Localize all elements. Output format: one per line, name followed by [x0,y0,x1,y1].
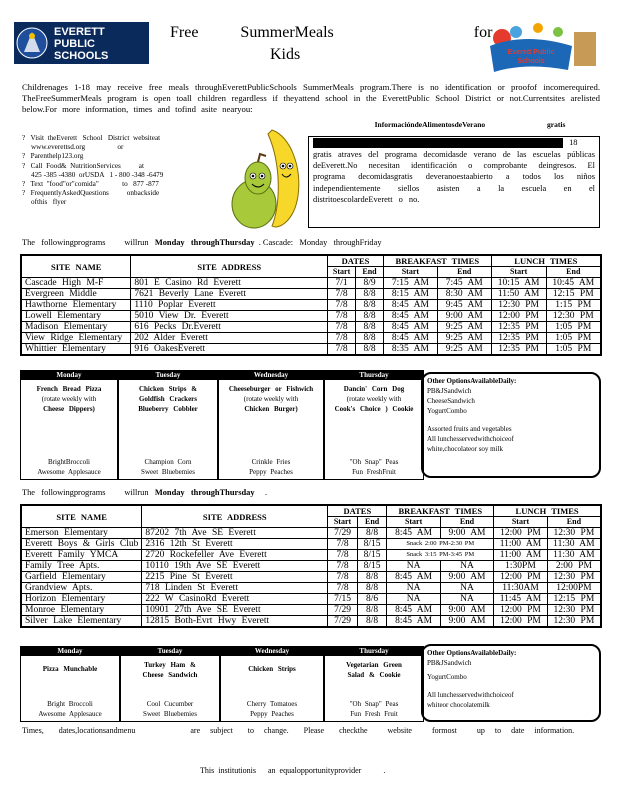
table-cell: 7/29 [328,605,358,616]
summer-meals-badge [476,22,600,78]
spanish-body: gratis atraves del programa decomidasde verano de las escuelas públicas deEverett.No necesitan identificación o comprobante deingresos. El programa decomidasgratis deveranoestaabierto a todos los niños independientemente siellos asisten a la escuela en el distritoescolardeEverett o no. [313,150,595,204]
table-cell: 9:25 AM [437,333,491,344]
table-cell: 9:00 AM [440,616,493,628]
table-cell: 11:30 AM [547,550,601,561]
table-cell: 8/8 [356,289,384,300]
table-cell: 11:50 AM [491,289,546,300]
bullet-line: ? Parenthelp123.org [22,152,84,161]
table-cell: 7/8 [328,300,356,311]
table-cell: 7/1 [328,278,356,289]
table-cell: Everett Boys & Girls Club [21,539,142,550]
table-cell: 8/15 [357,539,387,550]
table-cell: 1:05 PM [546,322,601,333]
table-row [21,311,601,322]
col-breakfast: BREAKFAST TIMES [383,255,491,267]
table-cell: 8/6 [357,594,387,605]
bullet-line: ? Call Food& NutritionServices at [22,161,144,170]
equal-opportunity-text: This institutionis an equalopportunityprovider . [200,766,386,775]
table-cell: 11:45 AM [494,594,548,605]
table-row [21,594,601,605]
table-cell: 2720 Rockefeller Ave Everett [142,550,328,561]
table-cell: 8:45 AM [387,605,440,616]
table-cell: 2215 Pine St Everett [142,572,328,583]
table-2-body [21,528,601,628]
table-cell: 8/15 [357,550,387,561]
svg-text:PUBLIC: PUBLIC [54,38,95,50]
table-cell: 9:00 AM [437,311,491,322]
table-cell: Lowell Elementary [21,311,131,322]
table-cell: 7/8 [328,572,358,583]
table-cell: 718 Linden St Everett [142,583,328,594]
table-cell: 12:15 PM [546,289,601,300]
table-cell: 8/8 [356,333,384,344]
table-cell: 10:15 AM [491,278,546,289]
table-row [21,289,601,300]
disclaimer-text: Times, dates,locationsandmenu are subject to change. Please checkthe website formost up to date information. [22,726,575,735]
program-line-2: The followingprograms willrun Monday throughThursday . [22,488,268,497]
table-cell: 12:35 PM [491,344,546,356]
schedule-table-2 [20,504,602,628]
table-cell: 7621 Beverly Lane Everett [131,289,328,300]
table-cell: Grandview Apts. [21,583,142,594]
table-cell: 8/8 [357,616,387,628]
contact-bullets [22,134,222,208]
col-start: Start [387,517,440,528]
table-cell: 8:45 AM [387,616,440,628]
redaction-bar [313,138,563,148]
col-lunch: LUNCH TIMES [494,505,601,517]
menu-day-wednesday: Wednesday Chicken Strips Cherry Tomatoes Peppy Peaches [220,646,324,722]
menu-week-1 [20,370,424,480]
table-cell: View Ridge Elementary [21,333,131,344]
table-cell: 12:00PM [547,583,601,594]
menu-day-wednesday: Wednesday Cheeseburger or Fishwich (rotate weekly with Chicken Burger) Crinkle Fries Peppy Peaches [218,370,324,480]
table-cell: 9:45 AM [437,300,491,311]
table-cell: 12:30 PM [546,311,601,322]
table-cell: 8:35 AM [383,344,437,356]
table-cell: Madison Elementary [21,322,131,333]
table-cell: 7/8 [328,583,358,594]
table-cell: 8/8 [356,300,384,311]
menu-day-thursday: Thursday Vegetarian Green Salad & Cookie "Oh Snap" Peas Fun Fresh Fruit [324,646,424,722]
table-cell: 11:00 AM [494,550,548,561]
table-cell: 10110 19th Ave SE Everett [142,561,328,572]
table-cell: 801 E Casino Rd Everett [131,278,328,289]
table-cell: 7/8 [328,344,356,356]
svg-text:SCHOOLS: SCHOOLS [54,50,109,62]
table-row [21,539,601,550]
bullet-line: 425 -385 -4380 orUSDA 1 - 800 -348 -6479 [22,170,164,179]
table-cell: 1:05 PM [546,344,601,356]
col-start: Start [491,267,546,278]
table-cell: 1110 Poplar Everett [131,300,328,311]
table-cell: 7/8 [328,539,358,550]
svg-text:EVERETT: EVERETT [54,26,105,38]
table-cell: 10901 27th Ave SE Everett [142,605,328,616]
table-row [21,572,601,583]
bullet-line: www.everettsd.org or [22,143,124,152]
table-cell: 12:00 PM [494,528,548,539]
table-cell: 12:30 PM [491,300,546,311]
col-site-name: SITE NAME [21,505,142,528]
table-cell: 1:15 PM [546,300,601,311]
col-site-address: SITE ADDRESS [142,505,328,528]
table-cell: 8:45 AM [387,572,440,583]
menu-day-tuesday: Tuesday Turkey Ham & Cheese Sandwich Cool Cucumber Sweet Bluebemies [120,646,220,722]
table-cell: 7:15 AM [383,278,437,289]
table-cell: 12:00 PM [494,605,548,616]
menu-day-tuesday: Tuesday Chicken Strips & Goldfish Crackers Blueberry Cobbler Champion Corn Sweet Bluebemies [118,370,218,480]
table-cell: 7/8 [328,289,356,300]
table-cell: 87202 7th Ave SE Everett [142,528,328,539]
table-cell: 7/8 [328,561,358,572]
other-options-box-1: Other OptionsAvailableDaily: PB&JSandwich CheeseSandwich YogurtCombo Assorted fruits and vegetables All lunchesservedwithchoiceof white,chocolateor soy milk [421,372,601,478]
table-row [21,550,601,561]
table-cell: 7/8 [328,322,356,333]
table-cell: Family Tree Apts. [21,561,142,572]
table-cell: Horizon Elementary [21,594,142,605]
bullet-line: ? FrequentlyAskedQuestions onbackside [22,189,160,198]
table-cell: 8/9 [356,278,384,289]
col-end: End [356,267,384,278]
table-cell: 8/8 [356,322,384,333]
col-breakfast: BREAKFAST TIMES [387,505,494,517]
spanish-heading: InformacióndeAlimentosdeVerano gratis [374,120,566,129]
table-cell: 12:30 PM [547,572,601,583]
table-cell: 11:00 AM [494,539,548,550]
col-dates: DATES [328,255,384,267]
table-cell: 8/8 [356,311,384,322]
table-cell: Evergreen Middle [21,289,131,300]
table-cell: 2316 12th St Everett [142,539,328,550]
col-site-name: SITE NAME [21,255,131,278]
table-cell: 9:00 AM [440,605,493,616]
col-start: Start [328,267,356,278]
table-cell: 7/8 [328,333,356,344]
schedule-table-1 [20,254,602,356]
table-cell: 7/15 [328,594,358,605]
col-lunch: LUNCH TIMES [491,255,601,267]
spanish-info-box [308,136,600,228]
table-cell: 11:30AM [494,583,548,594]
table-cell: 12815 Both-Evrt Hwy Everett [142,616,328,628]
table-cell: 12:30 PM [547,528,601,539]
other-options-box-2: Other OptionsAvailableDaily: PB&JSandwich YogurtCombo All lunchesservedwithchoiceof whiteor chocolatemilk [421,644,601,722]
col-end: End [437,267,491,278]
table-cell: 8:45 AM [383,333,437,344]
table-row [21,528,601,539]
table-cell: NA [387,594,440,605]
table-cell: 12:35 PM [491,333,546,344]
bullet-line: ofthis flyer [22,198,67,207]
table-cell: 12:00 PM [494,572,548,583]
table-row [21,300,601,311]
table-row [21,333,601,344]
table-cell: 8/8 [357,528,387,539]
table-cell: 8/8 [356,344,384,356]
col-end: End [547,517,601,528]
table-cell: Snack 2:00 PM-2:30 PM [387,539,494,550]
svg-text:Schools: Schools [517,58,545,65]
table-cell: NA [387,561,440,572]
program-line-1: The followingprograms willrun Monday throughThursday . Cascade: Monday throughFriday [22,238,382,247]
table-cell: 8/15 [357,561,387,572]
table-cell: Garfield Elementary [21,572,142,583]
col-start: Start [328,517,358,528]
table-cell: 10:45 AM [546,278,601,289]
table-cell: NA [440,594,493,605]
table-cell: Cascade High M-F [21,278,131,289]
table-cell: 12:30 PM [547,616,601,628]
table-cell: NA [440,583,493,594]
table-cell: NA [440,561,493,572]
page-title-line2: Kids [270,46,301,63]
table-row [21,616,601,628]
menu-day-monday: Monday Pizza Munchable Bright Broccoli Awesome Applesauce [20,646,120,722]
table-cell: 9:00 AM [440,528,493,539]
fruit-mascot-illustration [228,126,308,232]
table-cell: 7:45 AM [437,278,491,289]
menu-week-2 [20,646,424,722]
everett-public-schools-logo [14,22,149,64]
table-cell: 7/29 [328,616,358,628]
table-cell: 616 Pecks Dr.Everett [131,322,328,333]
table-cell: 1:05 PM [546,333,601,344]
bullet-line: ? Text "food"or"comida" to 877 -877 [22,180,159,189]
table-row [21,561,601,572]
table-cell: 7/29 [328,528,358,539]
table-cell: 9:00 AM [440,572,493,583]
table-cell: 8:15 AM [383,289,437,300]
table-cell: 8/8 [357,572,387,583]
table-cell: Monroe Elementary [21,605,142,616]
table-cell: Hawthorne Elementary [21,300,131,311]
table-cell: 8:45 AM [383,311,437,322]
table-cell: 8/8 [357,583,387,594]
table-cell: 12:35 PM [491,322,546,333]
table-cell: Everett Family YMCA [21,550,142,561]
col-end: End [546,267,601,278]
col-site-address: SITE ADDRESS [131,255,328,278]
menu-day-thursday: Thursday Dancin' Corn Dog (rotate weekly with Cook's Choice ) Cookie "Oh Snap" Peas Fun FreshFruit [324,370,424,480]
table-row [21,583,601,594]
svg-text:Everett Public: Everett Public [507,49,555,56]
table-cell: 5010 View Dr. Everett [131,311,328,322]
table-cell: 916 OakesEverett [131,344,328,356]
table-1-body [21,278,601,356]
table-cell: 8:45 AM [383,322,437,333]
col-dates: DATES [328,505,387,517]
table-row [21,605,601,616]
table-cell: 8:30 AM [437,289,491,300]
table-cell: 2:00 PM [547,561,601,572]
table-cell: NA [387,583,440,594]
page-title: Free SummerMeals for [170,24,493,41]
bullet-line: ? Visit theEverett School District websiteat [22,134,161,142]
col-start: Start [494,517,548,528]
col-end: End [357,517,387,528]
table-cell: Emerson Elementary [21,528,142,539]
spanish-first-line: 18 [313,137,595,149]
table-cell: 8:45 AM [383,300,437,311]
table-cell: 12:15 PM [547,594,601,605]
table-cell: 12:30 PM [547,605,601,616]
table-cell: 222 W CasinoRd Everett [142,594,328,605]
table-cell: 7/8 [328,311,356,322]
intro-paragraph: Childrenages 1-18 may receive free meals throughEverettPublicSchools SummerMeals program.There is no identification or proofof incomerequired. TheFreeSummerMeals program is open toall children regardless if theyattend school in the EverettPublic School District or not.Currentsites arelisted below.For more information, times and tofind asite nearyou: [22,82,600,114]
table-cell: 202 Alder Everett [131,333,328,344]
table-row [21,322,601,333]
col-end: End [440,517,493,528]
table-cell: 9:25 AM [437,344,491,356]
table-cell: Whittier Elementary [21,344,131,356]
menu-day-monday: Monday French Bread Pizza (rotate weekly with Cheese Dippers) BrightBroccoli Awesome Applesauce [20,370,118,480]
table-cell: 11:30 AM [547,539,601,550]
table-cell: 7/8 [328,550,358,561]
table-cell: 8/8 [357,605,387,616]
table-cell: 8:45 AM [387,528,440,539]
table-cell: 1:30PM [494,561,548,572]
table-cell: Snack 3:15 PM-3:45 PM [387,550,494,561]
table-row [21,344,601,356]
table-cell: Silver Lake Elementary [21,616,142,628]
table-cell: 12:00 PM [494,616,548,628]
table-cell: 12:00 PM [491,311,546,322]
table-cell: 9:25 AM [437,322,491,333]
col-start: Start [383,267,437,278]
svg-text:MEALS: MEALS [520,66,552,76]
table-row [21,278,601,289]
